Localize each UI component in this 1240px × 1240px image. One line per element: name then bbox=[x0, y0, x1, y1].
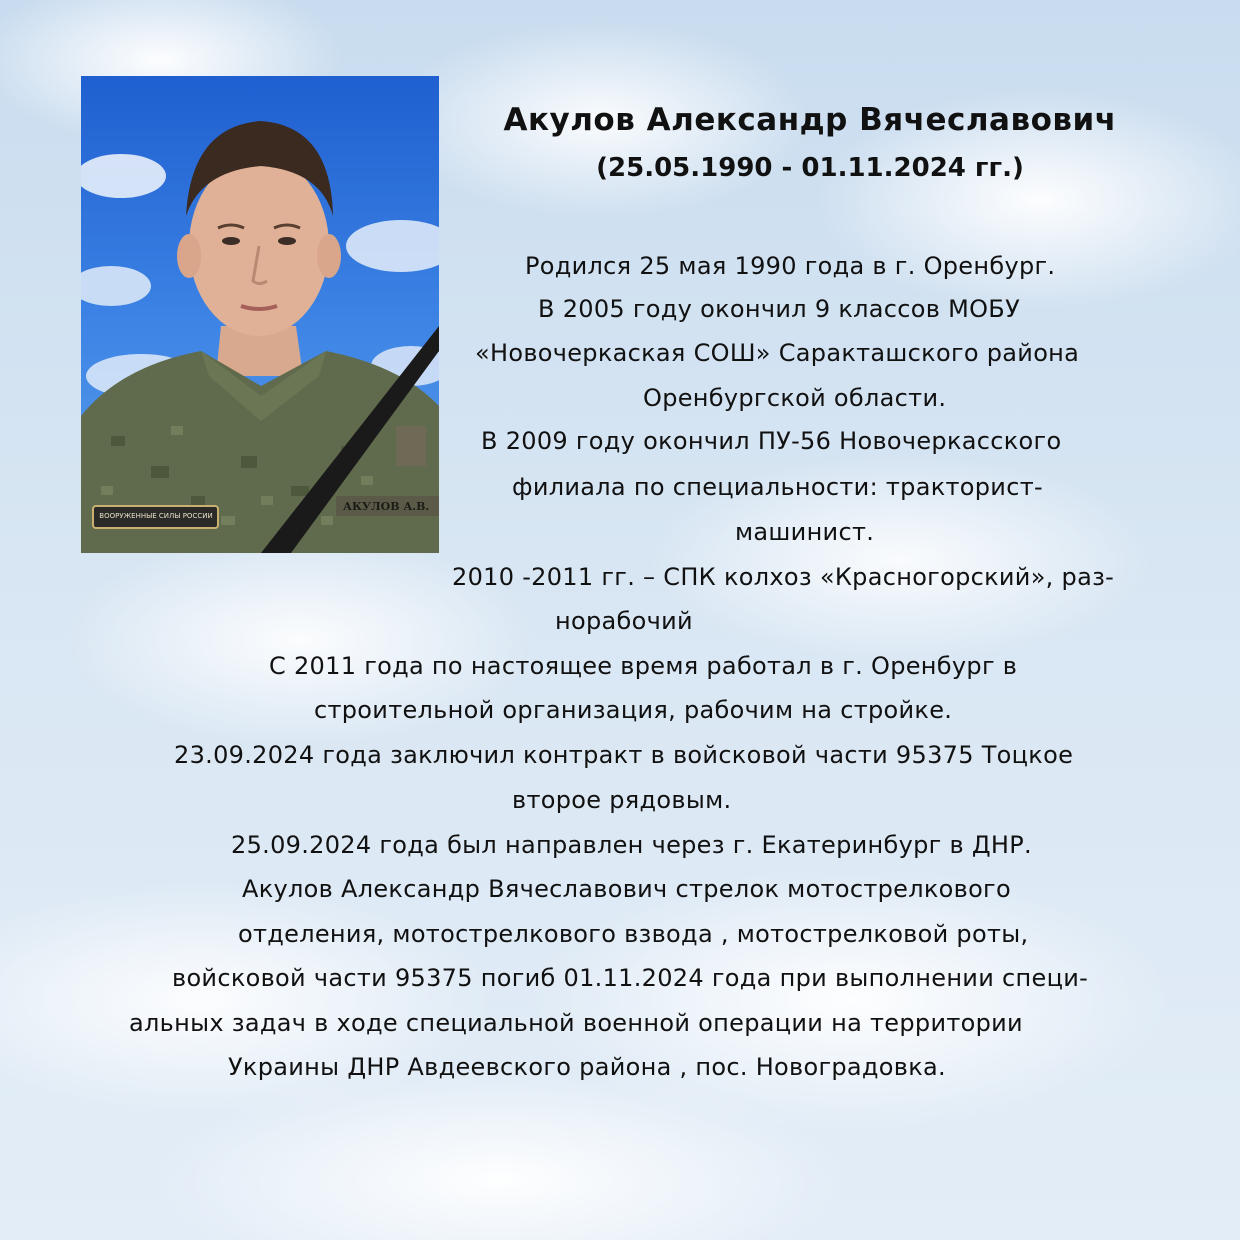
portrait-photo bbox=[81, 76, 439, 553]
bio-line: альных задач в ходе специальной военной операции на территории bbox=[129, 1009, 1023, 1037]
bio-line: В 2009 году окончил ПУ-56 Новочеркасского bbox=[481, 427, 1062, 455]
life-dates: (25.05.1990 - 01.11.2024 гг.) bbox=[596, 153, 1024, 183]
bio-line: 25.09.2024 года был направлен через г. Екатеринбург в ДНР. bbox=[231, 831, 1032, 859]
bio-line: Акулов Александр Вячеславович стрелок мотострелкового bbox=[242, 875, 1011, 903]
chevron-patch-text: ВООРУЖЕННЫЕ СИЛЫ РОССИИ bbox=[99, 512, 213, 520]
bio-line: норабочий bbox=[555, 607, 693, 635]
bio-line: «Новочеркаская СОШ» Саракташского района bbox=[475, 339, 1080, 367]
bio-line: С 2011 года по настоящее время работал в г. Оренбург в bbox=[269, 652, 1018, 680]
bio-line: Родился 25 мая 1990 года в г. Оренбург. bbox=[525, 252, 1056, 280]
bio-line: 23.09.2024 года заключил контракт в войсковой части 95375 Тоцкое bbox=[174, 741, 1074, 769]
name-tag-text: АКУЛОВ А.В. bbox=[343, 500, 430, 513]
person-name: Акулов Александр Вячеславович bbox=[503, 102, 1117, 138]
bio-line: В 2005 году окончил 9 классов МОБУ bbox=[538, 295, 1020, 323]
portrait-illustration bbox=[81, 76, 439, 553]
bio-line: Украины ДНР Авдеевского района , пос. Новоградовка. bbox=[228, 1053, 946, 1081]
bio-line: филиала по специальности: тракторист- bbox=[512, 473, 1043, 501]
bio-line: войсковой части 95375 погиб 01.11.2024 года при выполнении специ- bbox=[172, 964, 1089, 992]
bio-line: второе рядовым. bbox=[512, 786, 732, 814]
bio-line: Оренбургской области. bbox=[643, 384, 947, 412]
bio-line: строительной организация, рабочим на стройке. bbox=[314, 696, 953, 724]
bio-line: отделения, мотострелкового взвода , мотострелковой роты, bbox=[238, 920, 1029, 948]
header bbox=[460, 96, 1160, 192]
bio-line: машинист. bbox=[735, 518, 875, 546]
bio-line: 2010 -2011 гг. – СПК колхоз «Красногорский», раз- bbox=[452, 563, 1115, 591]
